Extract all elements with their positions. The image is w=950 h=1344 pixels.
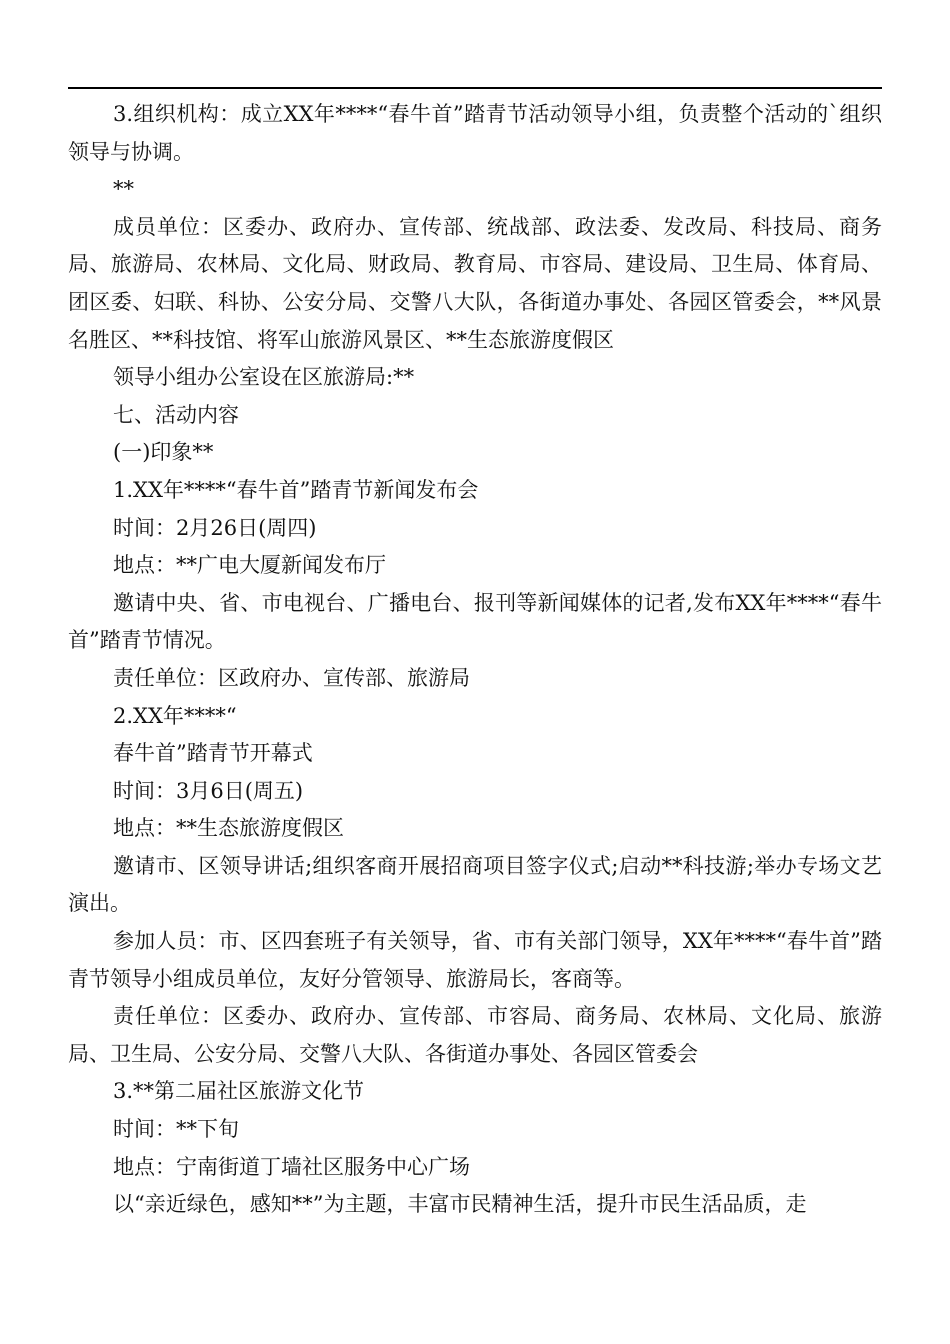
subsection-heading-impression: (一)印象** bbox=[113, 440, 214, 465]
paragraph-office: 领导小组办公室设在区旅游局:** bbox=[113, 365, 415, 390]
header-rule bbox=[68, 87, 882, 89]
item-responsible-opening-ceremony: 责任单位：区委办、政府办、宣传部、市容局、商务局、农林局、文化局、旅游局、卫生局、公安分局、交警八大队、各街道办事处、各园区管委会 bbox=[68, 1004, 882, 1066]
item-time-opening-ceremony: 时间：3月6日(周五) bbox=[113, 778, 304, 803]
item-participants-opening-ceremony: 参加人员：市、区四套班子有关领导，省、市有关部门领导，XX年****“春牛首”踏青节领导小组成员单位，友好分管领导、旅游局长，客商等。 bbox=[68, 929, 882, 991]
item-description-opening-ceremony: 邀请市、区领导讲话;组织客商开展招商项目签字仪式;启动**科技游;举办专场文艺演出。 bbox=[68, 853, 882, 916]
item-heading-press-conference: 1.XX年****“春牛首”踏青节新闻发布会 bbox=[113, 477, 479, 502]
item-description-press-conference: 邀请中央、省、市电视台、广播电台、报刊等新闻媒体的记者,发布XX年****“春牛首”踏青节情况。 bbox=[68, 590, 882, 653]
item-heading-opening-ceremony-part1: 2.XX年****“ bbox=[113, 703, 237, 728]
paragraph-member-units: 成员单位：区委办、政府办、宣传部、统战部、政法委、发改局、科技局、商务局、旅游局、农林局、文化局、财政局、教育局、市容局、建设局、卫生局、体育局、团区委、妇联、科协、公安分局、交警八大队，各街道办事处、各园区管委会，**风景名胜区、**科技馆、将军山旅游风景区、**生态旅游度假区 bbox=[68, 214, 882, 352]
item-time-press-conference: 时间：2月26日(周四) bbox=[113, 515, 317, 540]
document-body bbox=[68, 96, 882, 1224]
item-responsible-press-conference: 责任单位：区政府办、宣传部、旅游局 bbox=[113, 665, 470, 690]
item-location-press-conference: 地点：**广电大厦新闻发布厅 bbox=[113, 553, 386, 578]
item-heading-opening-ceremony-part2: 春牛首”踏青节开幕式 bbox=[113, 741, 313, 766]
item-description-culture-festival: 以“亲近绿色，感知**”为主题，丰富市民精神生活，提升市民生活品质，走 bbox=[113, 1192, 807, 1217]
item-location-opening-ceremony: 地点：**生态旅游度假区 bbox=[113, 816, 344, 841]
paragraph-organization: 3.组织机构：成立XX年****“春牛首”踏青节活动领导小组，负责整个活动的`组织领导与协调。 bbox=[68, 102, 882, 164]
paragraph-placeholder: ** bbox=[113, 177, 134, 202]
item-location-culture-festival: 地点：宁南街道丁墙社区服务中心广场 bbox=[113, 1154, 470, 1179]
item-heading-culture-festival: 3.**第二届社区旅游文化节 bbox=[113, 1079, 365, 1104]
section-heading-activities: 七、活动内容 bbox=[113, 402, 239, 427]
item-time-culture-festival: 时间：**下旬 bbox=[113, 1117, 239, 1142]
